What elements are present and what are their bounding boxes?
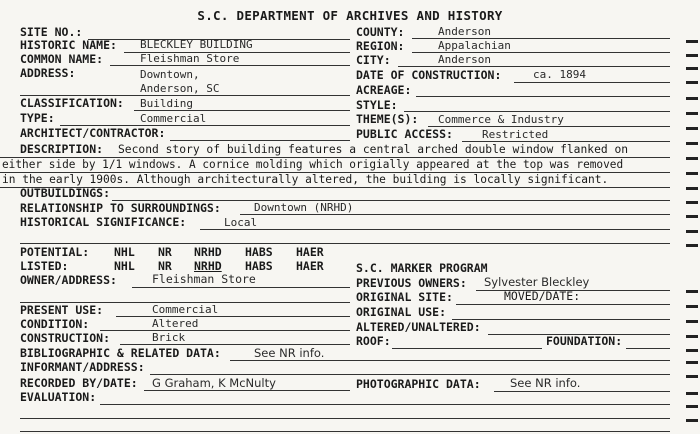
margin-mark [686,127,698,130]
construction-label: CONSTRUCTION: [20,331,111,345]
condition-line [100,330,350,331]
listed-nrhd: NRHD [194,259,222,273]
margin-mark [686,290,698,293]
recorded-by-value: G Graham, K McNulty [152,376,276,390]
classification-value: Building [140,97,193,110]
city-value: Anderson [438,53,491,66]
common-name-line [110,65,350,66]
margin-mark [686,215,698,218]
condition-label: CONDITION: [20,317,90,331]
evaluation-line-2 [20,418,670,419]
bibliographic-label: BIBLIOGRAPHIC & RELATED DATA: [20,346,221,360]
listed-nr: NR [158,259,172,273]
address-label: ADDRESS: [20,66,76,80]
owner-value: Fleishman Store [152,272,256,286]
address-value-2: Anderson, SC [140,82,220,95]
common-name-label: COMMON NAME: [20,52,104,66]
surroundings-label: RELATIONSHIP TO SURROUNDINGS: [20,201,221,215]
marker-program-label: S.C. MARKER PROGRAM [356,261,488,275]
county-label: COUNTY: [356,25,405,39]
listed-haer: HAER [296,259,324,273]
themes-label: THEME(S): [356,112,419,126]
style-line [404,111,670,112]
surroundings-value: Downtown (NRHD) [254,201,354,214]
margin-mark [686,375,698,378]
informant-line [150,374,670,375]
margin-mark [686,81,698,84]
significance-value: Local [224,216,258,229]
evaluation-line-3 [20,431,670,432]
photographic-label: PHOTOGRAPHIC DATA: [356,377,481,391]
roof-label: ROOF: [356,334,391,348]
foundation-line [626,348,670,349]
listed-nhl: NHL [114,259,135,273]
margin-mark [686,172,698,175]
address-value-1: Downtown, [140,68,200,81]
margin-mark [686,142,698,145]
description-line-1: Second story of building features a central arched double window flanked on [118,143,629,156]
margin-mark [686,305,698,308]
condition-value: Altered [152,317,199,330]
site-no-label: SITE NO.: [20,25,83,39]
historic-name-label: HISTORIC NAME: [20,38,117,52]
themes-value: Commerce & Industry [438,113,564,126]
margin-mark [686,230,698,233]
previous-owners-label: PREVIOUS OWNERS: [356,276,467,290]
potential-label: POTENTIAL: [20,245,90,259]
bibliographic-line [230,360,670,361]
owner-line [132,287,350,288]
margin-mark [686,187,698,190]
margin-mark [686,54,698,57]
informant-label: INFORMANT/ADDRESS: [20,360,145,374]
margin-mark [686,40,698,43]
present-use-value: Commercial [152,303,219,316]
margin-mark [686,405,698,408]
city-line [398,66,670,67]
public-access-label: PUBLIC ACCESS: [356,127,453,141]
margin-mark [686,97,698,100]
foundation-label: FOUNDATION: [546,334,623,348]
city-label: CITY: [356,53,391,67]
margin-mark [686,157,698,160]
description-line-2: either side by 1/1 windows. A cornice molding which origially appeared at the top was removed [2,158,624,171]
original-use-label: ORIGINAL USE: [356,305,447,319]
potential-habs: HABS [245,245,273,259]
construction-value: Brick [152,331,186,344]
margin-mark [686,419,698,422]
description-label: DESCRIPTION: [20,142,104,156]
moved-date-label: MOVED/DATE: [504,289,581,303]
type-label: TYPE: [20,111,55,125]
original-use-line [452,319,670,320]
significance-label: HISTORICAL SIGNIFICANCE: [20,215,187,229]
recorded-by-label: RECORDED BY/DATE: [20,376,138,390]
common-name-value: Fleishman Store [140,52,240,65]
potential-nrhd: NRHD [194,245,222,259]
date-construction-value: ca. 1894 [533,68,586,81]
description-line-3: in the early 1900s. Although architecturally altered, the building is locally significant. [2,173,609,186]
public-access-value: Restricted [482,128,549,141]
listed-label: LISTED: [20,259,69,273]
roof-line [392,348,542,349]
classification-label: CLASSIFICATION: [20,96,124,110]
acreage-line [416,96,670,97]
county-value: Anderson [438,25,491,38]
recorded-by-line [144,390,350,391]
potential-haer: HAER [296,245,324,259]
photographic-line [494,391,670,392]
acreage-label: ACREAGE: [356,83,412,97]
margin-mark [686,244,698,247]
owner-label: OWNER/ADDRESS: [20,273,117,287]
themes-line [428,126,670,127]
margin-mark [686,320,698,323]
margin-mark [686,201,698,204]
margin-mark [686,349,698,352]
margin-mark [686,335,698,338]
historic-name-value: BLECKLEY BUILDING [140,38,253,51]
photographic-value: See NR info. [510,376,581,390]
margin-mark [686,361,698,364]
potential-nr: NR [158,245,172,259]
evaluation-line-1 [100,404,670,405]
altered-label: ALTERED/UNALTERED: [356,320,481,334]
region-label: REGION: [356,39,405,53]
significance-line-2 [20,243,670,244]
bibliographic-value: See NR info. [254,346,325,360]
date-construction-line [514,82,670,83]
potential-nhl: NHL [114,245,135,259]
significance-line [200,229,670,230]
margin-mark [686,392,698,395]
original-site-line [456,304,670,305]
evaluation-label: EVALUATION: [20,390,97,404]
previous-owners-value: Sylvester Bleckley [484,275,590,289]
original-site-label: ORIGINAL SITE: [356,290,453,304]
type-value: Commercial [140,112,207,125]
surroundings-line [240,214,670,215]
construction-line [120,344,350,345]
margin-mark [686,67,698,70]
classification-line [134,110,350,111]
date-construction-label: DATE OF CONSTRUCTION: [356,68,502,82]
architect-label: ARCHITECT/CONTRACTOR: [20,126,166,140]
listed-habs: HABS [245,259,273,273]
form-title: S.C. DEPARTMENT OF ARCHIVES AND HISTORY [197,8,503,23]
public-access-line [462,141,670,142]
architect-line [170,140,350,141]
outbuildings-label: OUTBUILDINGS: [20,186,111,200]
margin-mark [686,112,698,115]
present-use-label: PRESENT USE: [20,303,104,317]
region-value: Appalachian [438,39,511,52]
style-label: STYLE: [356,98,398,112]
